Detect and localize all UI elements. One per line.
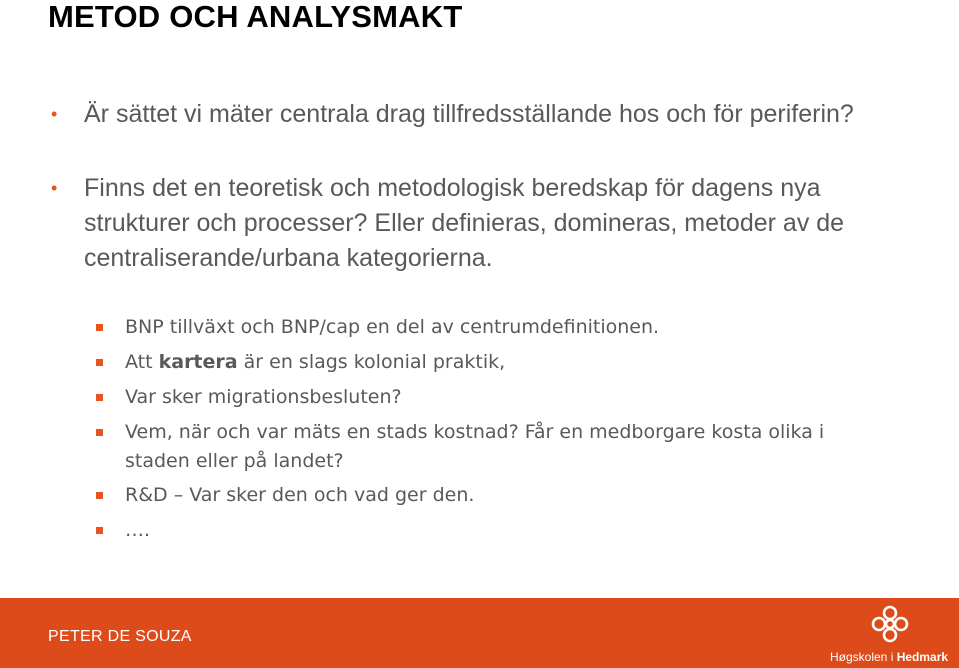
- square-bullet-icon: [96, 527, 103, 534]
- institution-logo: [830, 604, 955, 666]
- sub-bullet-text: R&D – Var sker den och vad ger den.: [125, 484, 475, 506]
- logo-text-regular: Høgskolen i: [830, 650, 897, 664]
- sub-bullet-item: [125, 481, 885, 510]
- sub-bullet-item: [125, 313, 885, 342]
- sub-bullet-text: BNP tillväxt och BNP/cap en del av centrumdefinitionen.: [125, 316, 660, 338]
- square-bullet-icon: [96, 359, 103, 366]
- sub-bullet-text: Vem, när och var mäts en stads kostnad? Får en medborgare kosta olika i staden eller på landet?: [125, 421, 825, 472]
- bullet-dot-icon: •: [51, 178, 58, 198]
- bullet-item: [51, 171, 874, 276]
- sub-bullet-text: ….: [125, 519, 151, 541]
- square-bullet-icon: [96, 394, 103, 401]
- square-bullet-icon: [96, 324, 103, 331]
- sub-bullet-item: [125, 348, 885, 377]
- sub-bullet-item: [125, 383, 885, 412]
- author-name: PETER DE SOUZA: [48, 628, 192, 645]
- square-bullet-icon: [96, 429, 103, 436]
- slide-title: METOD OCH ANALYSMAKT: [48, 0, 463, 34]
- flower-knot-icon: [870, 604, 910, 644]
- sub-bullet-text-bold: kartera: [158, 351, 238, 373]
- sub-bullet-text: Var sker migrationsbesluten?: [125, 386, 402, 408]
- bullet-item: [51, 97, 874, 132]
- sub-bullet-item: [125, 418, 885, 476]
- bullet-text: Finns det en teoretisk och metodologisk beredskap för dagens nya strukturer och processer? Eller definieras, domineras, metoder av de centraliserande/urbana kategorierna.: [84, 174, 845, 272]
- bullet-text: Är sättet vi mäter centrala drag tillfredsställande hos och för periferin?: [84, 100, 854, 128]
- logo-wordmark: [830, 650, 955, 664]
- sub-bullet-text-pre: Att: [125, 351, 159, 373]
- footer-bar: [0, 598, 959, 668]
- square-bullet-icon: [96, 492, 103, 499]
- sub-bullet-item: [125, 516, 885, 545]
- logo-text-bold: Hedmark: [896, 650, 949, 664]
- bullet-dot-icon: •: [51, 104, 58, 124]
- sub-bullet-text-post: är en slags kolonial praktik,: [237, 351, 506, 373]
